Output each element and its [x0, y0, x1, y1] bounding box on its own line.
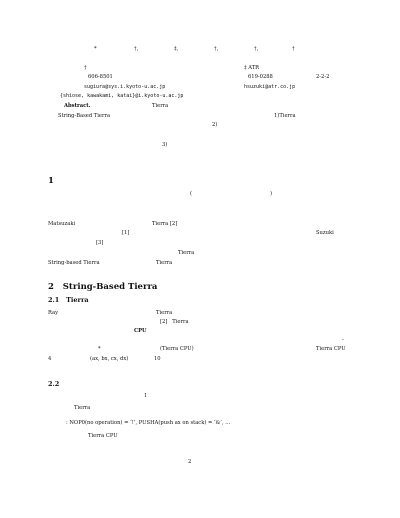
section-2-heading: 2 String-Based Tierra [48, 282, 158, 292]
section-1-number: 1 [48, 176, 54, 186]
section-1-p1-mid: Tierra [2] [152, 221, 178, 227]
section-1-paren-open: ( [190, 191, 193, 197]
s21-line6-mid: (ax, bx, cx, dx) [90, 356, 129, 362]
postal-code-right: 619-0288 [248, 74, 273, 80]
author-mark-4: †, [214, 46, 219, 52]
abstract-line1-word: Tierra [152, 103, 169, 109]
abstract-line2-right: 1)Tierra [274, 113, 296, 119]
author-mark-5: †, [254, 46, 259, 52]
page-number: 2 [188, 459, 192, 465]
section-1-p5-mid: Tierra [156, 260, 173, 266]
email-left: sugiura@sys.i.kyoto-u.ac.jp [84, 84, 166, 90]
abstract-line2-left: String-Based Tierra [58, 113, 111, 119]
abstract-label: Abstract. [64, 103, 91, 109]
address-right-number: 2-2-2 [316, 74, 330, 80]
s21-line1-left: Ray [48, 310, 59, 316]
email-group: {shiose, kawakami, katai}@i.kyoto-u.ac.jp [60, 93, 184, 99]
s22-line3: : NOP0(no operation) = ‘!’, PUSHA(push ax on stack) = ‘&’, ... [66, 420, 231, 426]
s21-line1-mid: Tierra [156, 310, 173, 316]
section-1-p3-ref: [3] [96, 240, 104, 246]
s21-line6-left: 4 [48, 356, 52, 362]
s21-line2: [2] Tierra [160, 319, 189, 325]
affiliation-left-mark: † [84, 65, 87, 71]
affiliation-right: ‡ ATR [244, 65, 260, 71]
subsection-2-2-heading: 2.2 [48, 380, 60, 388]
s21-line5-mid: (Tierra CPU) [160, 346, 194, 352]
section-1-p2-ref: [1] [122, 230, 130, 236]
s21-line5-mark: * [98, 346, 101, 352]
section-1-p5-left: String-based Tierra [48, 260, 100, 266]
s22-line1: 1 [144, 393, 148, 399]
postal-code-left: 606-8501 [88, 74, 113, 80]
section-1-paren-close: ) [270, 191, 273, 197]
subsection-2-1-heading: 2.1 Tierra [48, 296, 89, 304]
s22-line2: Tierra [74, 405, 91, 411]
s21-line3-cpu: CPU [134, 328, 147, 334]
section-1-p4-word: Tierra [178, 250, 195, 256]
author-mark-3: ‡, [174, 46, 179, 52]
section-1-p2-right: Suzuki [316, 230, 334, 236]
s22-line4: Tierra CPU [88, 433, 118, 439]
abstract-item-3: 3) [162, 142, 168, 148]
email-right: hsuzuki@atr.co.jp [244, 84, 296, 90]
section-1-p1-left: Matsuzaki [48, 221, 76, 227]
s21-line6-right: 10 [154, 356, 161, 362]
s21-line5-right: Tierra CPU [316, 346, 346, 352]
author-mark-1: * [94, 46, 97, 52]
author-mark-2: †, [134, 46, 139, 52]
abstract-item-2: 2) [212, 122, 218, 128]
s21-dash: - [342, 337, 344, 343]
author-mark-6: † [292, 46, 295, 52]
